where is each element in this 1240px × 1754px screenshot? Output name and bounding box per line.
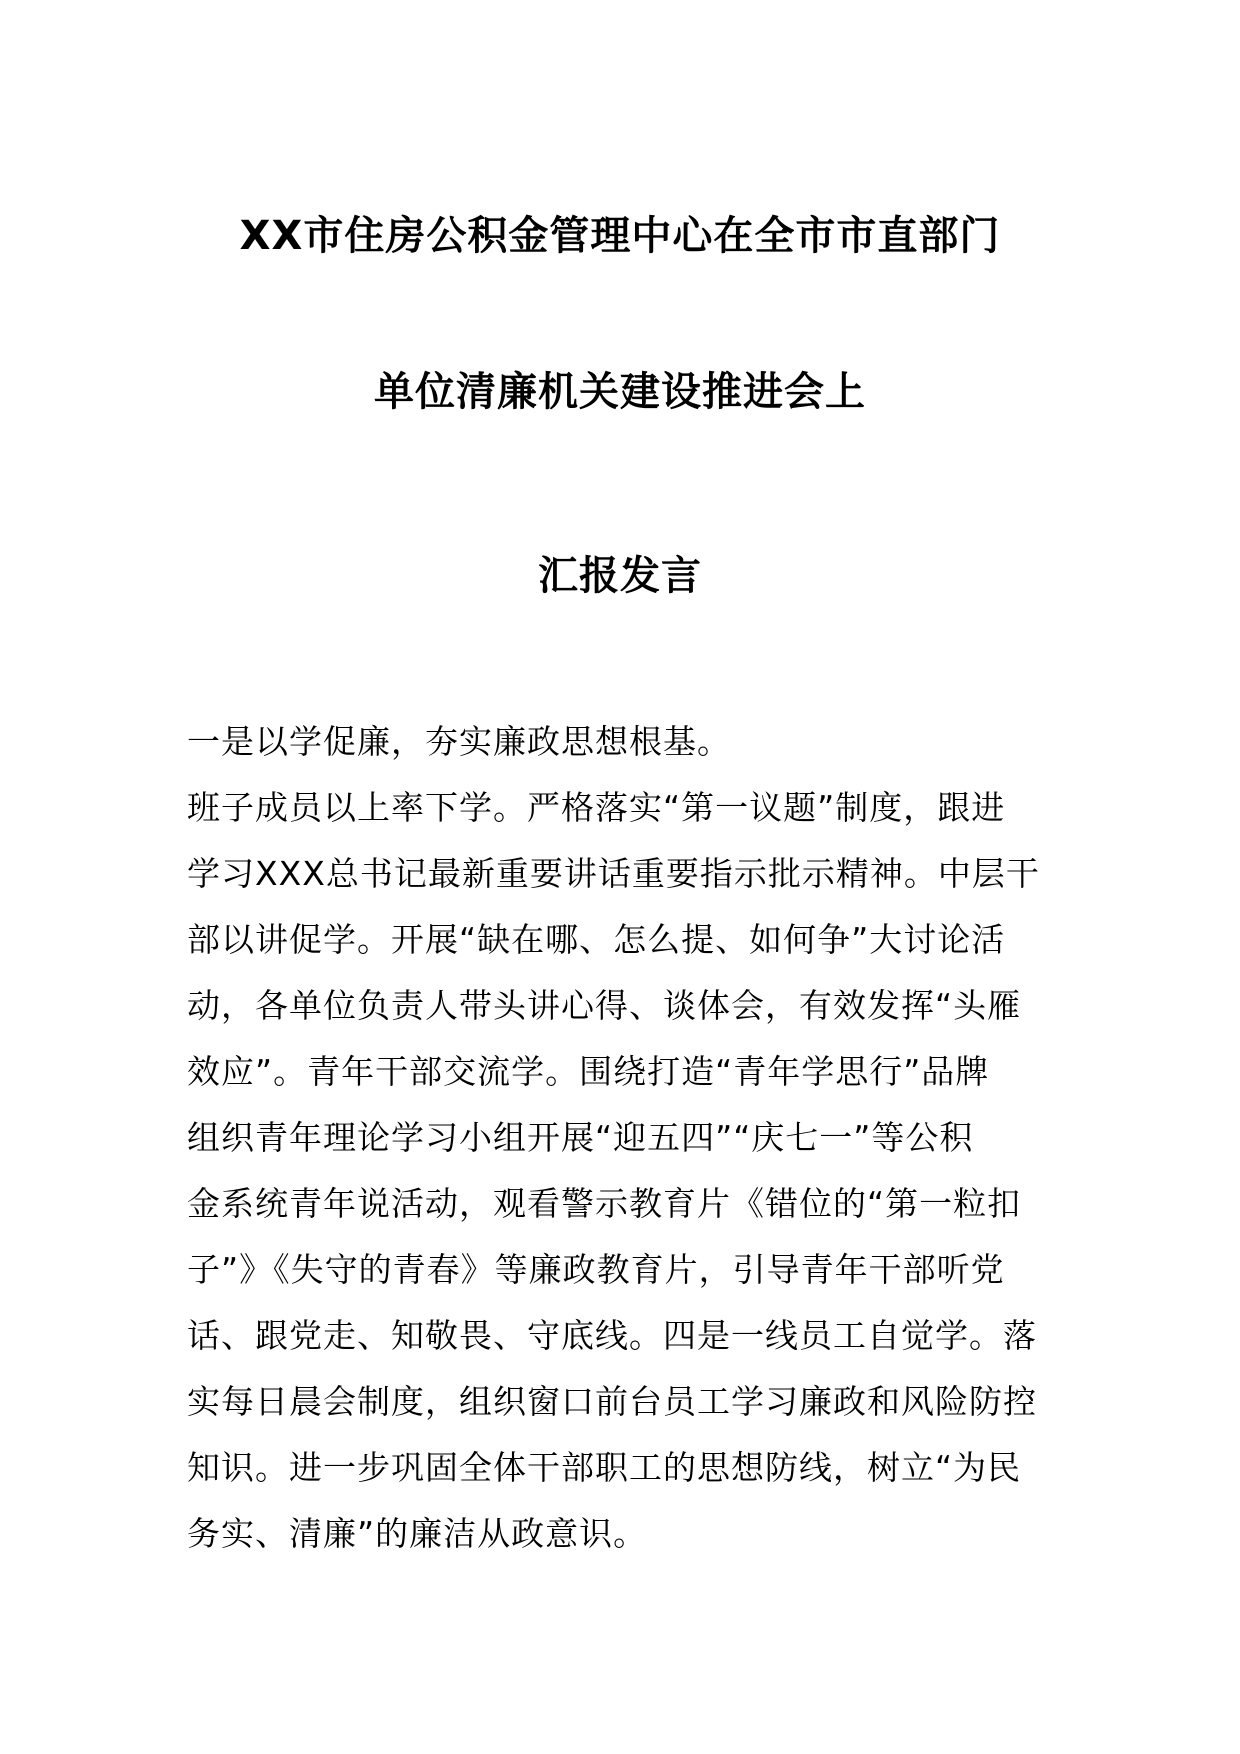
body-line: 金系统青年说活动，观看警示教育片《错位的“第一粒扣 (187, 1184, 1022, 1223)
section-heading: 一是以学促廉，夯实廉政思想根基。 (187, 722, 731, 761)
document-title-line-2: 单位清廉机关建设推进会上 (374, 369, 866, 415)
body-line: 组织青年理论学习小组开展“迎五四”“庆七一”等公积 (187, 1118, 974, 1157)
body-line: 效应”。青年干部交流学。围绕打造“青年学思行”品牌 (187, 1052, 990, 1091)
document-title-line-1: XX市住房公积金管理中心在全市市直部门 (239, 213, 1001, 259)
body-line: 务实、清廉”的廉洁从政意识。 (187, 1514, 648, 1553)
body-line: 班子成员以上率下学。严格落实“第一议题”制度，跟进 (187, 788, 1006, 827)
body-line: 学习XXX总书记最新重要讲话重要指示批示精神。中层干 (187, 854, 1040, 893)
body-line: 话、跟党走、知敬畏、守底线。四是一线员工自觉学。落 (187, 1316, 1037, 1355)
body-line: 子”》《失守的青春》等廉政教育片，引导青年干部听党 (187, 1250, 1005, 1289)
document-title-line-3: 汇报发言 (538, 553, 702, 599)
body-line: 动，各单位负责人带头讲心得、谈体会，有效发挥“头雁 (187, 986, 1022, 1025)
body-line: 知识。进一步巩固全体干部职工的思想防线，树立“为民 (187, 1448, 1022, 1487)
body-line: 实每日晨会制度，组织窗口前台员工学习廉政和风险防控 (187, 1382, 1037, 1421)
body-line: 部以讲促学。开展“缺在哪、怎么提、如何争”大讨论活 (187, 920, 1006, 959)
